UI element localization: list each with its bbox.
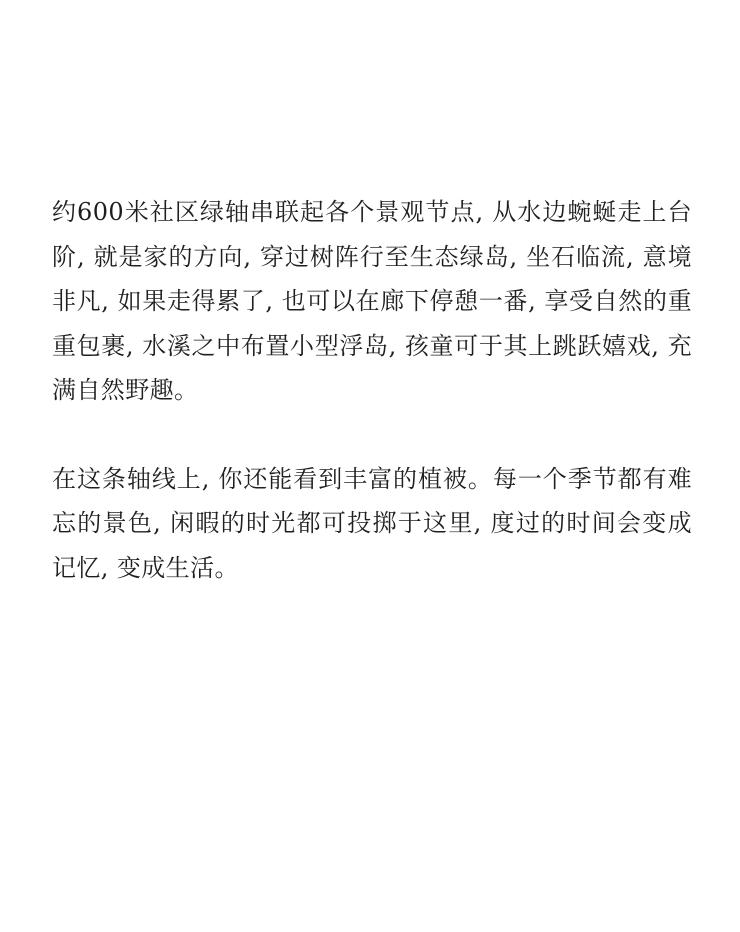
paragraph-green-axis: 约600米社区绿轴串联起各个景观节点, 从水边蜿蜒走上台阶, 就是家的方向, 穿过树阵行至生态绿岛, 坐石临流, 意境非凡, 如果走得累了, 也可以在廊下停憩一番, 享受自然的重重包裹, 水溪之中布置小型浮岛, 孩童可于其上跳跃嬉戏, 充满自然野趣。 xyxy=(52,198,692,404)
paragraph-vegetation: 在这条轴线上, 你还能看到丰富的植被。每一个季节都有难忘的景色, 闲暇的时光都可投掷于这里, 度过的时间会变成记忆, 变成生活。 xyxy=(52,464,692,582)
article-body xyxy=(52,190,692,590)
